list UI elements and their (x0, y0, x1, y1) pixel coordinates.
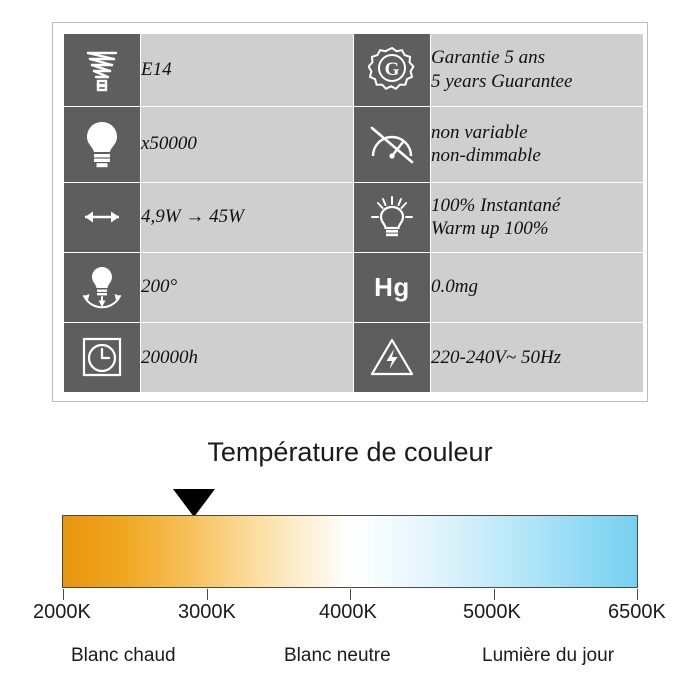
specification-table (63, 33, 644, 393)
table-row (64, 182, 644, 252)
beam-angle-value: 200° (141, 252, 354, 322)
guarantee-text (431, 34, 644, 107)
warmup-text-en: Warm up 100% (431, 218, 549, 240)
wattage-arrow: → (185, 206, 205, 228)
table-row (64, 252, 644, 322)
table-row (64, 106, 644, 182)
wattage-equivalent: 45W (209, 206, 244, 228)
product-specification-panel (52, 22, 648, 402)
dimmable-text-fr: non variable (431, 121, 528, 143)
warmup-text (431, 182, 644, 252)
scale-label-2000k: 2000K (33, 601, 91, 623)
guarantee-seal-icon (354, 34, 431, 107)
lamp-base-value: E14 (141, 34, 354, 107)
color-temperature-title: Température de couleur (207, 437, 493, 467)
zone-label-lumiere-du-jour: Lumière du jour (482, 645, 615, 666)
equivalence-arrow-icon-svg (75, 205, 129, 229)
scale-tick-4000k (350, 589, 351, 600)
bulb-lifetime-cycles-icon (64, 106, 141, 182)
zone-label-blanc-chaud: Blanc chaud (71, 645, 176, 666)
voltage-warning-icon (354, 322, 431, 392)
scale-tick-6500k (637, 589, 638, 600)
color-temperature-marker-icon (173, 489, 215, 517)
voltage-value: 220-240V~ 50Hz (431, 322, 644, 392)
wattage-equivalence-value (141, 182, 354, 252)
switching-cycles-value: x50000 (141, 106, 354, 182)
beam-angle-icon-svg (77, 263, 127, 311)
scale-label-4000k: 4000K (319, 601, 377, 623)
beam-angle-icon (64, 252, 141, 322)
wattage-actual: 4,9W (141, 206, 181, 228)
scale-label-3000k: 3000K (178, 601, 236, 623)
guarantee-text-fr: Garantie 5 ans (431, 47, 545, 69)
non-dimmable-icon-svg (367, 122, 417, 166)
mercury-content-icon (354, 252, 431, 322)
instant-warmup-icon (354, 182, 431, 252)
voltage-warning-icon-svg (369, 336, 415, 378)
svg-text:G: G (384, 58, 400, 80)
warmup-text-fr: 100% Instantané (431, 194, 561, 216)
scale-tick-3000k (207, 589, 208, 600)
bulb-lifetime-cycles-icon-svg (80, 118, 124, 170)
mercury-symbol-label: Hg (374, 271, 410, 302)
instant-warmup-icon-svg (367, 193, 417, 241)
dimmable-text-en: non-dimmable (431, 145, 541, 167)
cfl-spiral-bulb-icon-svg (80, 45, 124, 95)
lifetime-clock-icon (64, 322, 141, 392)
scale-tick-5000k (494, 589, 495, 600)
lifetime-hours-value: 20000h (141, 322, 354, 392)
cfl-spiral-bulb-icon (64, 34, 141, 107)
equivalence-arrow-icon (64, 182, 141, 252)
table-row (64, 34, 644, 107)
scale-label-6500k: 6500K (608, 601, 666, 623)
guarantee-text-en: 5 years Guarantee (431, 70, 573, 92)
scale-tick-2000k (63, 589, 64, 600)
guarantee-seal-icon-svg (368, 46, 416, 94)
dimmable-text (431, 106, 644, 182)
zone-label-blanc-neutre: Blanc neutre (284, 645, 391, 666)
lifetime-clock-icon-svg (78, 333, 126, 381)
scale-label-5000k: 5000K (463, 601, 521, 623)
mercury-value: 0.0mg (431, 252, 644, 322)
non-dimmable-icon (354, 106, 431, 182)
table-row (64, 322, 644, 392)
color-temperature-gradient-bar (62, 515, 638, 588)
